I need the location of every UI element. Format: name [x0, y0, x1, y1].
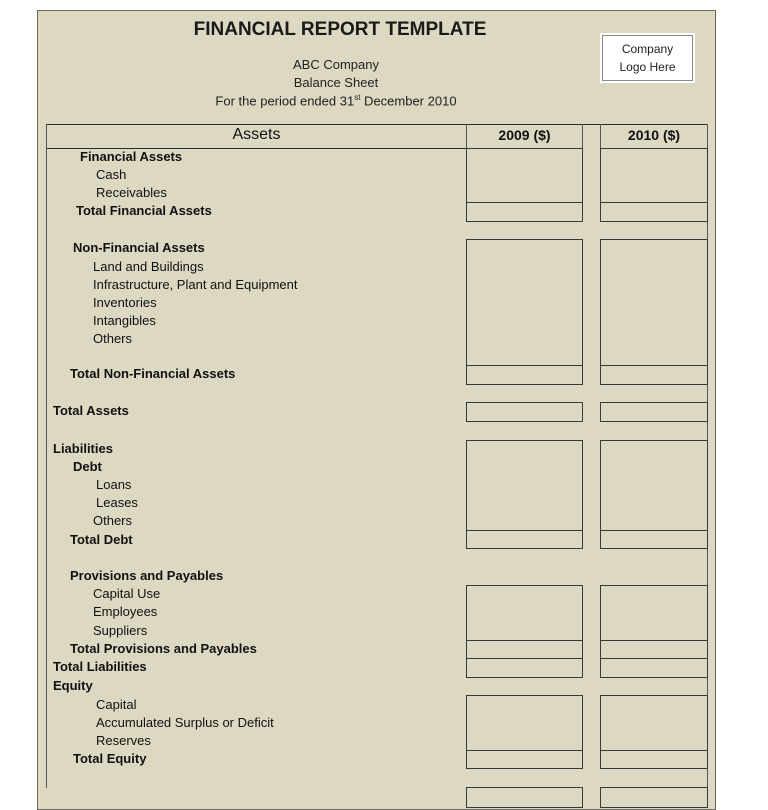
value-cell-2009-total-liabilities[interactable]: [466, 658, 583, 678]
line-item-label: Cash: [96, 167, 127, 182]
line-item-label: Reserves: [96, 733, 151, 748]
line-item-label: Infrastructure, Plant and Equipment: [93, 277, 298, 292]
line-item-label: Capital: [96, 697, 137, 712]
statement-name: Balance Sheet: [293, 75, 379, 90]
value-cell-2010-equity-items[interactable]: [600, 695, 708, 751]
value-cell-2010-total-financial-assets[interactable]: [600, 202, 708, 222]
value-cell-2009-total-assets[interactable]: [466, 402, 583, 422]
value-cell-2009-next-section[interactable]: [466, 787, 583, 808]
table-top-border: [46, 124, 708, 125]
value-cell-2010-next-section[interactable]: [600, 787, 708, 808]
value-cell-2009-total-financial-assets[interactable]: [466, 202, 583, 222]
line-item-label: Employees: [93, 604, 158, 619]
value-cell-2010-total-liabilities[interactable]: [600, 658, 708, 678]
line-item-label: Accumulated Surplus or Deficit: [96, 715, 274, 730]
line-item-label: Total Assets: [53, 403, 129, 418]
line-item-label: Total Equity: [73, 751, 147, 766]
value-cell-2010-total-assets[interactable]: [600, 402, 708, 422]
line-item-label: Capital Use: [93, 586, 161, 601]
line-item-label: Total Debt: [70, 532, 133, 547]
value-cell-2009-total-non-financial-assets[interactable]: [466, 365, 583, 385]
value-cell-2010-debt-items[interactable]: [600, 440, 708, 531]
line-item-label: Others: [93, 513, 133, 528]
line-item-label: Intangibles: [93, 313, 156, 328]
line-item-label: Receivables: [96, 185, 167, 200]
value-cell-2009-total-equity[interactable]: [466, 750, 583, 769]
value-cell-2010-financial-assets-items[interactable]: [600, 148, 708, 203]
value-cell-2010-total-provisions[interactable]: [600, 640, 708, 659]
line-item-label: Leases: [96, 495, 138, 510]
column-header-assets: Assets: [232, 126, 281, 143]
value-cell-2009-debt-items[interactable]: [466, 440, 583, 531]
line-item-label: Liabilities: [53, 441, 113, 456]
line-item-label: Non-Financial Assets: [73, 240, 205, 255]
line-item-label: Loans: [96, 477, 132, 492]
value-cell-2010-total-equity[interactable]: [600, 750, 708, 769]
report-title: FINANCIAL REPORT TEMPLATE: [193, 19, 487, 40]
table-left-border: [46, 124, 47, 788]
line-item-label: Land and Buildings: [93, 259, 204, 274]
value-cell-2009-total-provisions[interactable]: [466, 640, 583, 659]
company-name: ABC Company: [293, 57, 379, 72]
company-logo-placeholder[interactable]: [600, 33, 695, 83]
line-item-label: Others: [93, 331, 133, 346]
report-period: For the period ended 31st December 2010: [215, 93, 457, 109]
value-cell-2010-total-non-financial-assets[interactable]: [600, 365, 708, 385]
logo-line-1: Company: [621, 42, 674, 56]
header-divider-2: [582, 124, 583, 148]
line-item-label: Total Non-Financial Assets: [70, 366, 236, 381]
logo-line-2: Logo Here: [619, 60, 676, 74]
value-cell-2009-total-debt[interactable]: [466, 530, 583, 549]
value-cell-2010-non-financial-assets-items[interactable]: [600, 239, 708, 366]
value-cell-2009-financial-assets-items[interactable]: [466, 148, 583, 203]
column-header-2010: 2010 ($): [627, 127, 681, 143]
line-item-label: Total Provisions and Payables: [70, 641, 257, 656]
value-cell-2009-non-financial-assets-items[interactable]: [466, 239, 583, 366]
value-cell-2010-total-debt[interactable]: [600, 530, 708, 549]
value-cell-2010-provisions-items[interactable]: [600, 585, 708, 641]
line-item-label: Total Liabilities: [53, 659, 147, 674]
line-item-label: Debt: [73, 459, 102, 474]
value-cell-2009-equity-items[interactable]: [466, 695, 583, 751]
line-item-label: Total Financial Assets: [76, 203, 212, 218]
line-item-label: Inventories: [93, 295, 157, 310]
line-item-label: Provisions and Payables: [70, 568, 224, 583]
column-header-2009: 2009 ($): [498, 127, 551, 143]
line-item-label: Financial Assets: [80, 149, 183, 164]
line-item-label: Suppliers: [93, 623, 148, 638]
line-item-label: Equity: [53, 678, 93, 693]
value-cell-2009-provisions-items[interactable]: [466, 585, 583, 641]
